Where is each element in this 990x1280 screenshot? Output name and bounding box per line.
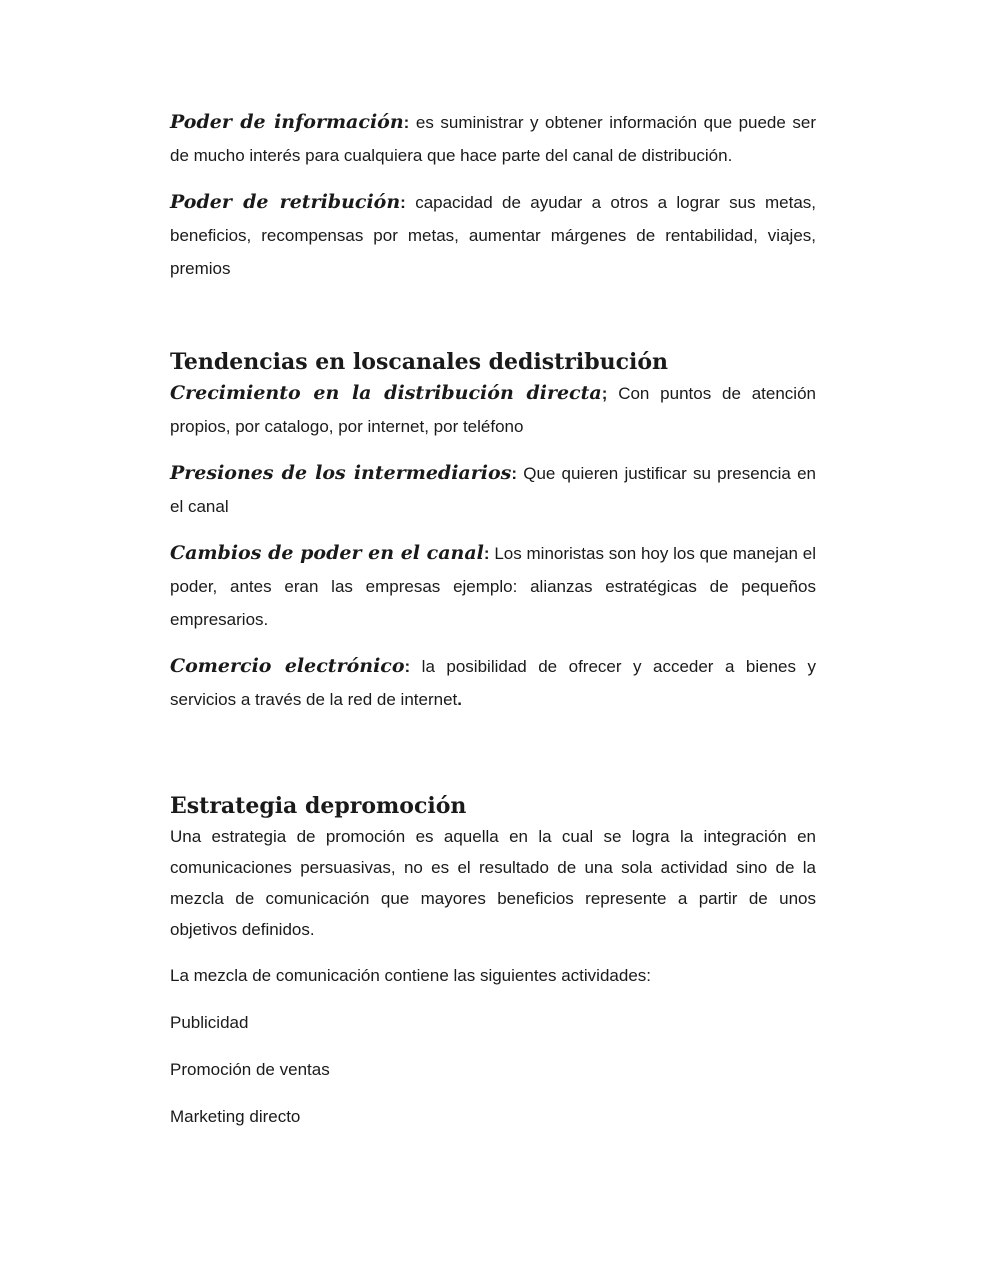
- term-power-retribution: Poder de retribución: [170, 191, 401, 213]
- paragraph-trend-direct-distribution: [170, 377, 816, 443]
- term-separator: :: [404, 657, 411, 676]
- paragraph-trend-power-changes: [170, 537, 816, 636]
- trailing-period: .: [457, 690, 462, 709]
- definition-power-information: es suministrar y obtener información que puede ser de mucho interés para cualquiera que hace parte del canal de distribución.: [170, 113, 816, 165]
- term-separator: :: [403, 113, 410, 132]
- term-power-changes: Cambios de poder en el canal: [170, 542, 484, 564]
- term-separator: :: [511, 464, 518, 483]
- paragraph-power-retribution: [170, 186, 816, 285]
- term-intermediaries: Presiones de los intermediarios: [170, 462, 512, 484]
- spacer: [170, 285, 816, 347]
- definition-ecommerce: la posibilidad de ofrecer y acceder a bienes y servicios a través de la red de internet: [170, 657, 816, 709]
- term-separator: :: [400, 193, 406, 212]
- term-separator: ;: [601, 384, 608, 403]
- term-separator: :: [483, 544, 490, 563]
- heading-promotion: Estrategia depromoción: [170, 793, 467, 819]
- paragraph-mix-intro: La mezcla de comunicación contiene las siguientes actividades:: [170, 966, 651, 985]
- list-item-advertising: Publicidad: [170, 1013, 249, 1032]
- list-item-direct-marketing: Marketing directo: [170, 1107, 301, 1126]
- term-ecommerce: Comercio electrónico: [170, 655, 405, 677]
- definition-power-changes: Los minoristas son hoy los que manejan el poder, antes eran las empresas ejemplo: alianzas estratégicas de pequeños empresarios.: [170, 544, 816, 629]
- paragraph-promotion-intro: Una estrategia de promoción es aquella en la cual se logra la integración en comunicaciones persuasivas, no es el resultado de una sola actividad sino de la mezcla de comunicación que mayores beneficios represente a partir de unos objetivos definidos.: [170, 827, 816, 939]
- definition-direct-distribution: Con puntos de atención propios, por catalogo, por internet, por teléfono: [170, 384, 816, 436]
- definition-power-retribution: capacidad de ayudar a otros a lograr sus metas, beneficios, recompensas por metas, aumentar márgenes de rentabilidad, viajes, premios: [170, 193, 816, 278]
- term-direct-distribution: Crecimiento en la distribución directa: [170, 382, 602, 404]
- definition-intermediaries: Que quieren justificar su presencia en el canal: [170, 464, 817, 516]
- heading-trends: Tendencias en loscanales dedistribución: [170, 349, 669, 375]
- paragraph-trend-ecommerce: [170, 650, 816, 716]
- spacer: [170, 716, 816, 791]
- paragraph-power-information: [170, 106, 816, 172]
- document-body: [170, 106, 816, 1133]
- paragraph-trend-intermediaries: [170, 457, 816, 523]
- term-power-information: Poder de información: [170, 111, 404, 133]
- list-item-sales-promotion: Promoción de ventas: [170, 1060, 330, 1079]
